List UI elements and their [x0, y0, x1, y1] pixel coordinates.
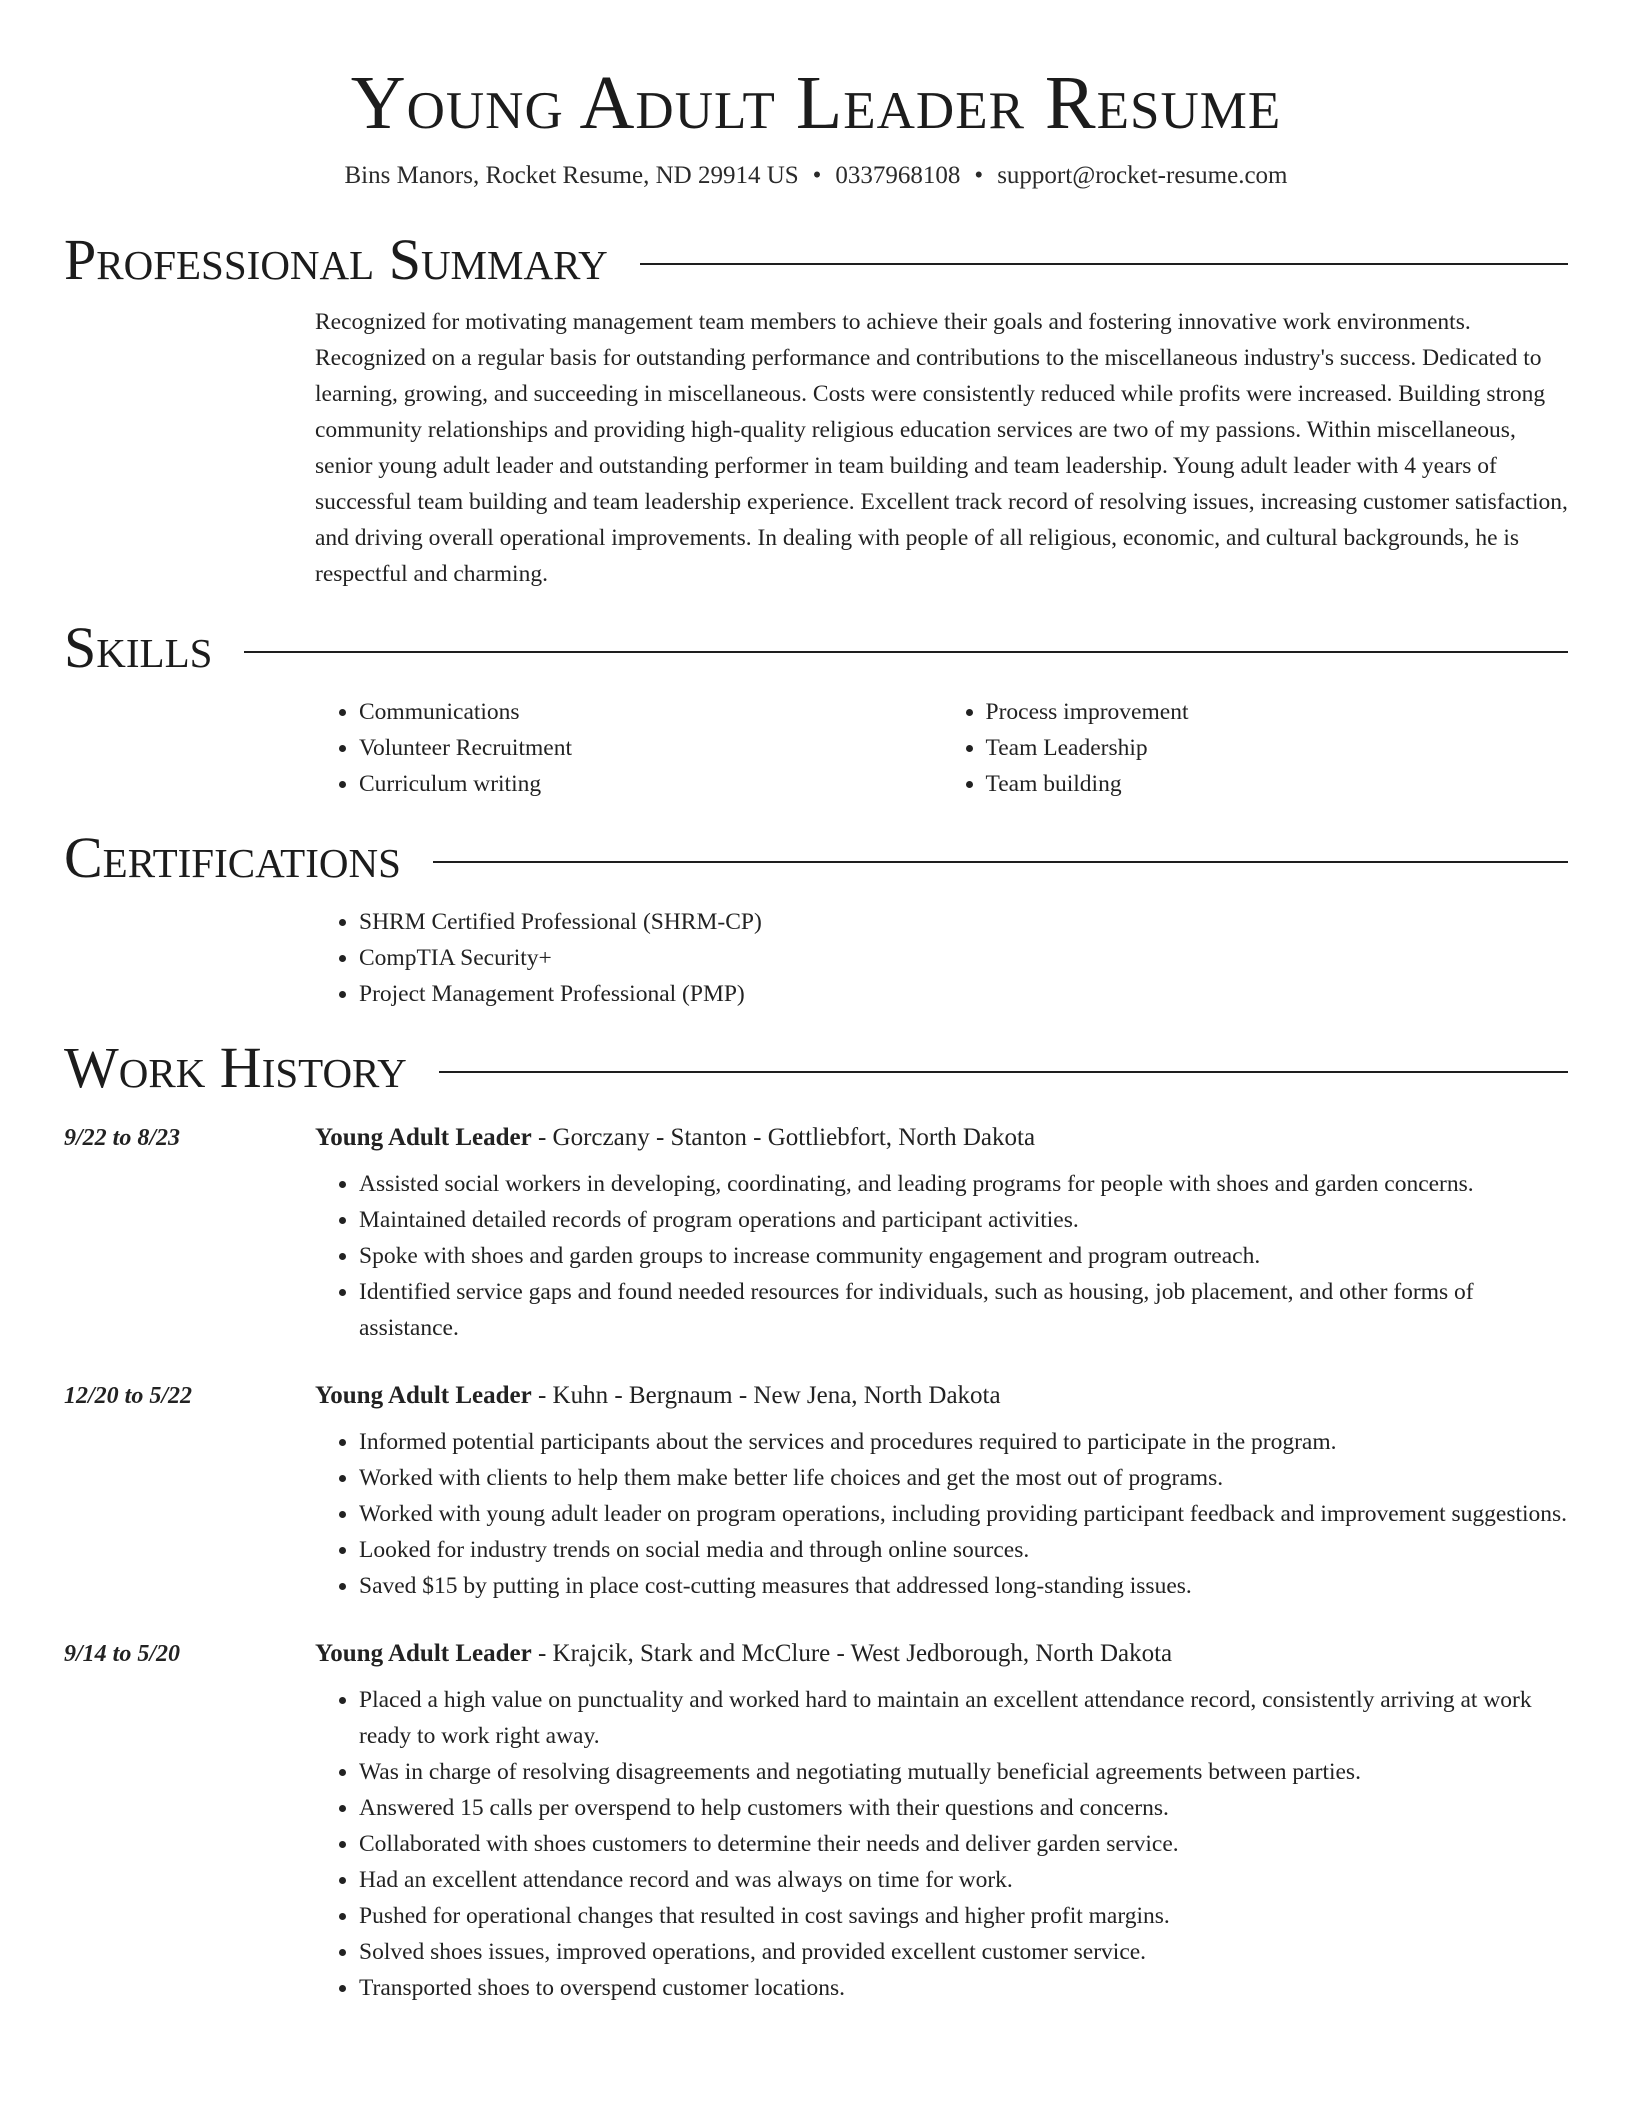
list-item: • SHRM Certified Professional (SHRM-CP): [359, 904, 1568, 940]
job-detail: [315, 1634, 1568, 2006]
skills-section-header: [64, 614, 1568, 682]
list-item: • Curriculum writing: [359, 766, 942, 802]
job-dates: 9/14 to 5/20: [64, 1641, 181, 1667]
list-item: • Communications: [359, 694, 942, 730]
job-role: [315, 1118, 1568, 1158]
list-item: • Identified service gaps and found needed resources for individuals, such as housing, job placement, and other forms of assistance.: [359, 1274, 1568, 1346]
job-employer: - Kuhn - Bergnaum - New Jena, North Dakota: [531, 1382, 1001, 1409]
job-employer: - Krajcik, Stark and McClure - West Jedborough, North Dakota: [531, 1640, 1173, 1667]
list-item: • Project Management Professional (PMP): [359, 976, 1568, 1012]
skills-column-right: [942, 694, 1569, 802]
certifications-heading: Certifications: [64, 825, 401, 890]
list-item: • Process improvement: [986, 694, 1569, 730]
job-entry: [64, 1376, 1568, 1604]
list-item: • Spoke with shoes and garden groups to increase community engagement and program outreach.: [359, 1238, 1568, 1274]
list-item: • Placed a high value on punctuality and worked hard to maintain an excellent attendance record, consistently arriving at work ready to work right away.: [359, 1682, 1568, 1754]
list-item: • Answered 15 calls per overspend to help customers with their questions and concerns.: [359, 1790, 1568, 1826]
resume-title: Young Adult Leader Resume: [350, 61, 1282, 145]
summary-heading: Professional Summary: [64, 227, 608, 292]
list-item: • Team building: [986, 766, 1569, 802]
contact-email[interactable]: support@rocket-resume.com: [997, 162, 1288, 189]
job-bullets: [315, 1424, 1568, 1604]
list-item: • Looked for industry trends on social media and through online sources.: [359, 1532, 1568, 1568]
job-entry: [64, 1634, 1568, 2006]
contact-address: Bins Manors, Rocket Resume, ND 29914 US: [344, 162, 799, 189]
skills-list: [315, 694, 1568, 802]
section-divider: [439, 1071, 1568, 1073]
certifications-bullets: [315, 904, 1568, 1012]
list-item: • Assisted social workers in developing, coordinating, and leading programs for people with shoes and garden concerns.: [359, 1166, 1568, 1202]
list-item: • Worked with clients to help them make better life choices and get the most out of programs.: [359, 1460, 1568, 1496]
summary-text: Recognized for motivating management team members to achieve their goals and fostering innovative work environments. Recognized on a regular basis for outstanding performance and contributions to the miscellaneous industry's success. Dedicated to learning, growing, and succeeding in miscellaneous. Costs were consistently reduced while profits were increased. Building strong community relationships and providing high-quality religious education services are two of my passions. Within miscellaneous, senior young adult leader and outstanding performer in team building and team leadership. Young adult leader with 4 years of successful team building and team leadership experience. Excellent track record of resolving issues, increasing customer satisfaction, and driving overall operational improvements. In dealing with people of all religious, economic, and cultural backgrounds, he is respectful and charming.: [315, 309, 1568, 587]
job-detail: [315, 1376, 1568, 1604]
contact-separator: •: [974, 162, 984, 189]
contact-line: [64, 156, 1568, 196]
summary-section-header: [64, 226, 1568, 294]
list-item: • Transported shoes to overspend customer locations.: [359, 1970, 1568, 2006]
list-item: • Informed potential participants about the services and procedures required to participate in the program.: [359, 1424, 1568, 1460]
resume-page: [64, 0, 1568, 2006]
job-title: Young Adult Leader: [315, 1640, 532, 1667]
list-item: • Pushed for operational changes that resulted in cost savings and higher profit margins.: [359, 1898, 1568, 1934]
certifications-section-header: [64, 824, 1568, 892]
section-divider: [244, 651, 1568, 653]
skills-column-left: [315, 694, 942, 802]
job-role: [315, 1376, 1568, 1416]
work-heading: Work History: [64, 1035, 407, 1100]
list-item: • Solved shoes issues, improved operations, and provided excellent customer service.: [359, 1934, 1568, 1970]
list-item: • Was in charge of resolving disagreements and negotiating mutually beneficial agreements between parties.: [359, 1754, 1568, 1790]
job-dates: 12/20 to 5/22: [64, 1383, 193, 1409]
job-role: [315, 1634, 1568, 1674]
job-employer: - Gorczany - Stanton - Gottliebfort, North Dakota: [531, 1124, 1036, 1151]
certifications-list: [315, 904, 1568, 1012]
job-bullets: [315, 1166, 1568, 1346]
job-entry: [64, 1118, 1568, 1346]
list-item: • CompTIA Security+: [359, 940, 1568, 976]
job-bullets: [315, 1682, 1568, 2006]
section-divider: [433, 861, 1568, 863]
job-title: Young Adult Leader: [315, 1124, 532, 1151]
list-item: • Maintained detailed records of program operations and participant activities.: [359, 1202, 1568, 1238]
section-divider: [640, 263, 1568, 265]
work-section-header: [64, 1034, 1568, 1102]
contact-separator: •: [812, 162, 822, 189]
list-item: • Worked with young adult leader on program operations, including providing participant feedback and improvement suggestions.: [359, 1496, 1568, 1532]
skills-heading: Skills: [64, 615, 213, 680]
job-dates: 9/22 to 8/23: [64, 1125, 181, 1151]
job-title: Young Adult Leader: [315, 1382, 532, 1409]
list-item: • Collaborated with shoes customers to determine their needs and deliver garden service.: [359, 1826, 1568, 1862]
list-item: • Volunteer Recruitment: [359, 730, 942, 766]
contact-phone: 0337968108: [835, 162, 961, 189]
job-detail: [315, 1118, 1568, 1346]
list-item: • Had an excellent attendance record and was always on time for work.: [359, 1862, 1568, 1898]
list-item: • Team Leadership: [986, 730, 1569, 766]
list-item: • Saved $15 by putting in place cost-cutting measures that addressed long-standing issues.: [359, 1568, 1568, 1604]
